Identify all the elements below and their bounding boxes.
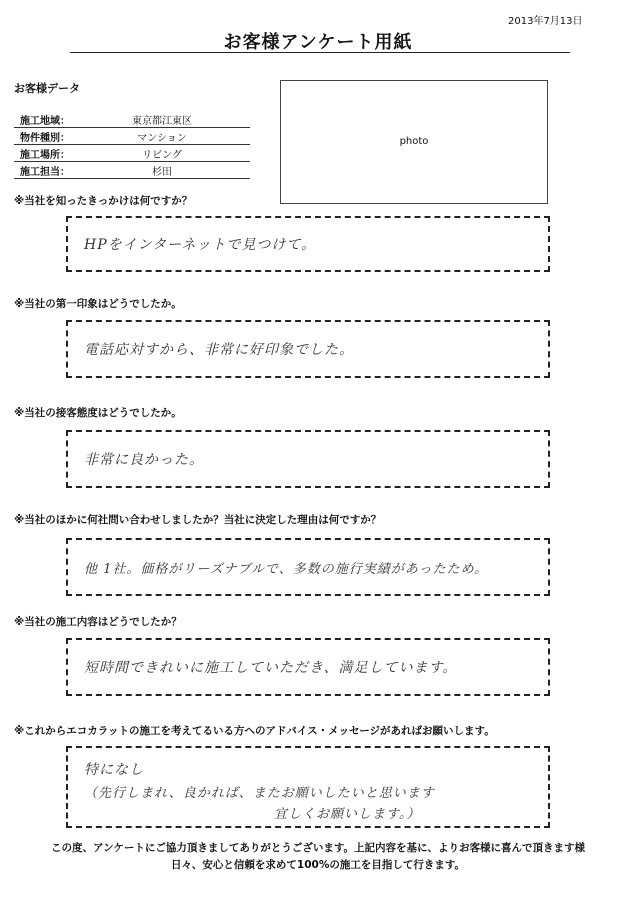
answer-text-3: 非常に良かった。 — [84, 452, 204, 468]
question-2: ※当社の第一印象はどうでしたか。 — [14, 298, 182, 310]
page-title: お客様アンケート用紙 — [223, 32, 413, 53]
answer-line: （先行しまれ、良かれば、またお願いしたいと思います — [84, 786, 435, 801]
photo-label: photo — [399, 136, 429, 147]
answer-box-3 — [66, 430, 550, 488]
info-value: 杉田 — [152, 167, 172, 178]
question-3: ※当社の接客態度はどうでしたか。 — [14, 407, 182, 419]
title-underline — [70, 52, 570, 53]
info-row-staff — [14, 161, 250, 179]
photo-placeholder — [280, 80, 548, 204]
question-1: ※当社を知ったきっかけは何ですか？ — [14, 195, 193, 207]
customer-data-label: お客様データ — [14, 82, 80, 95]
info-value: 東京都江東区 — [132, 116, 192, 127]
answer-box-4 — [66, 538, 550, 596]
info-row-location — [14, 144, 250, 162]
footer-line-1: この度、アンケートにご協力頂きましてありがとうございます。上記内容を基に、よりお客様に喜んで頂きます様 — [50, 842, 586, 854]
answer-box-5 — [66, 638, 550, 696]
answer-text-6 — [84, 758, 538, 826]
info-key: 物件種別： — [20, 133, 70, 144]
answer-line: 特になし — [84, 762, 144, 778]
info-key: 施工場所： — [20, 150, 70, 161]
question-6: ※これからエコカラットの施工を考えてるいる方へのアドバイス・メッセージがあればお願いします。 — [14, 725, 495, 737]
footer-line-2: 日々、安心と信頼を求めて100%の施工を目指して行きます。 — [170, 859, 466, 871]
answer-text-4: 他 1社。価格がリーズナブルで、多数の施行実績があったため。 — [84, 561, 489, 577]
question-5: ※当社の施工内容はどうでしたか？ — [14, 616, 182, 628]
answer-line: 宜しくお願いします。） — [274, 807, 421, 822]
question-4: ※当社のほかに何社問い合わせしましたか？当社に決定した理由は何ですか？ — [14, 514, 382, 526]
survey-date: 2013年7月13日 — [508, 16, 583, 27]
answer-box-1 — [66, 216, 550, 272]
answer-box-2 — [66, 320, 550, 378]
info-key: 施工担当： — [20, 167, 70, 178]
info-row-property-type — [14, 127, 250, 145]
answer-box-6 — [66, 746, 550, 828]
info-value: リビング — [142, 150, 182, 161]
info-key: 施工地域： — [20, 116, 70, 127]
answer-text-5: 短時間できれいに施工していただき、満足しています。 — [84, 660, 458, 676]
info-row-area — [14, 110, 250, 128]
answer-text-1: HPをインターネットで見つけて。 — [84, 237, 317, 253]
answer-text-2: 電話応対すから、非常に好印象でした。 — [84, 342, 354, 358]
info-value: マンション — [137, 133, 187, 144]
